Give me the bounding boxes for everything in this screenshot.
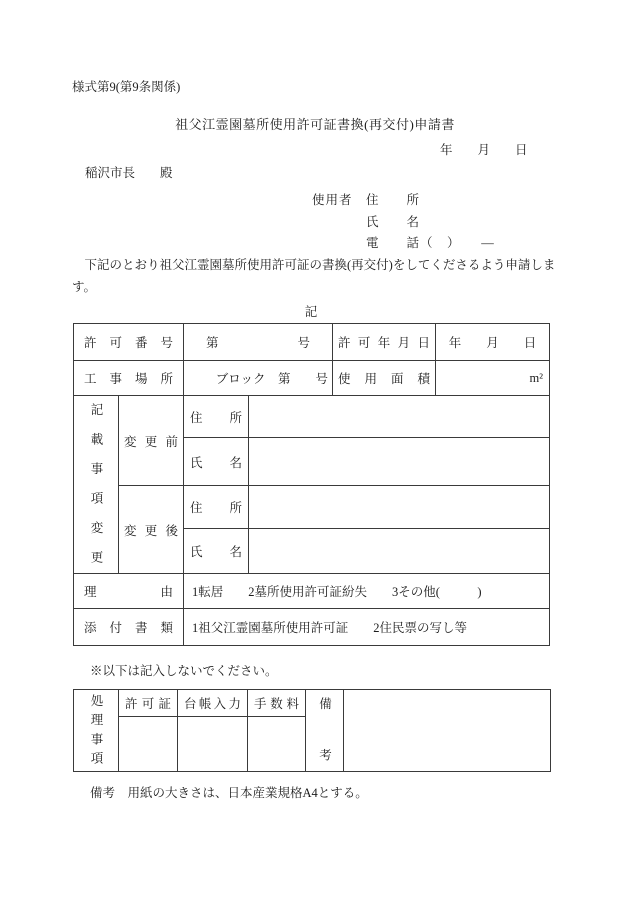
request-text-line2: す。 xyxy=(72,279,97,294)
addressee-mayor-line: 稲沢市長 殿 xyxy=(85,166,173,180)
permit-date-value-cell: 年 月 日 xyxy=(436,324,550,361)
form-style-number: 様式第9(第9条関係) xyxy=(72,80,181,94)
permit-number-suffix: 号 xyxy=(297,336,311,350)
use-area-value-cell: m² xyxy=(436,361,550,396)
office-col-permit: 許可証 xyxy=(119,690,178,717)
use-area-label: 使用面積 xyxy=(333,361,436,396)
reason-label: 理由 xyxy=(74,574,184,609)
attachments-label: 添付書類 xyxy=(74,609,184,646)
form-title: 祖父江霊園墓所使用許可証書換(再交付)申請書 xyxy=(175,117,455,132)
before-name-label: 氏名 xyxy=(184,438,249,486)
after-name-input-cell xyxy=(249,529,550,574)
work-site-value-cell: ブロック 第 号 xyxy=(184,361,333,396)
record-heading: 記 xyxy=(304,305,318,319)
do-not-fill-note: ※以下は記入しないでください。 xyxy=(90,664,278,678)
office-col-fee: 手数料 xyxy=(248,690,306,717)
change-section-label: 記載事項変更 xyxy=(89,402,103,563)
before-address-input-cell xyxy=(249,396,550,438)
application-date-line: 年 月 日 xyxy=(440,143,528,157)
change-section-label-cell xyxy=(74,396,119,574)
before-address-label: 住所 xyxy=(184,396,249,438)
office-fee-input-cell xyxy=(248,717,306,772)
after-name-label: 氏名 xyxy=(184,529,249,574)
paper-size-note: 備考 用紙の大きさは、日本産業規格A4とする。 xyxy=(90,786,368,800)
permit-number-label: 許可番号 xyxy=(74,324,184,361)
after-address-label: 住所 xyxy=(184,486,249,529)
office-col-register: 台帳入力 xyxy=(178,690,248,717)
permit-number-value-cell xyxy=(184,324,333,361)
after-change-label: 変更後 xyxy=(119,486,184,574)
before-name-input-cell xyxy=(249,438,550,486)
reason-options: 1転居 2墓所使用許可証紛失 3その他( ) xyxy=(184,574,550,609)
office-section-label: 処理事項 xyxy=(89,693,103,764)
office-remarks-label: 備考 xyxy=(317,696,332,761)
request-text-line1: 下記のとおり祖父江霊園墓所使用許可証の書換(再交付)をしてくださるよう申請しま xyxy=(72,258,556,272)
office-register-input-cell xyxy=(178,717,248,772)
office-permit-input-cell xyxy=(119,717,178,772)
after-address-input-cell xyxy=(249,486,550,529)
applicant-address-line: 使用者 住 所 xyxy=(312,193,421,207)
permit-number-prefix: 第 xyxy=(206,336,219,350)
before-change-label: 変更前 xyxy=(119,396,184,486)
applicant-phone-line: 電 話（ ） ― xyxy=(312,236,495,250)
office-remarks-input-cell xyxy=(344,690,551,772)
work-site-label: 工事場所 xyxy=(74,361,184,396)
applicant-name-line: 氏 名 xyxy=(312,214,421,229)
attachments-list: 1祖父江霊園墓所使用許可証 2住民票の写し等 xyxy=(184,609,550,646)
applicant-block xyxy=(312,190,495,255)
application-details-table xyxy=(73,323,550,646)
office-remarks-label-cell xyxy=(306,690,344,772)
permit-date-label: 許可年月日 xyxy=(333,324,436,361)
request-paragraph xyxy=(72,255,555,298)
office-section-label-cell xyxy=(74,690,119,772)
office-use-table xyxy=(73,689,551,772)
